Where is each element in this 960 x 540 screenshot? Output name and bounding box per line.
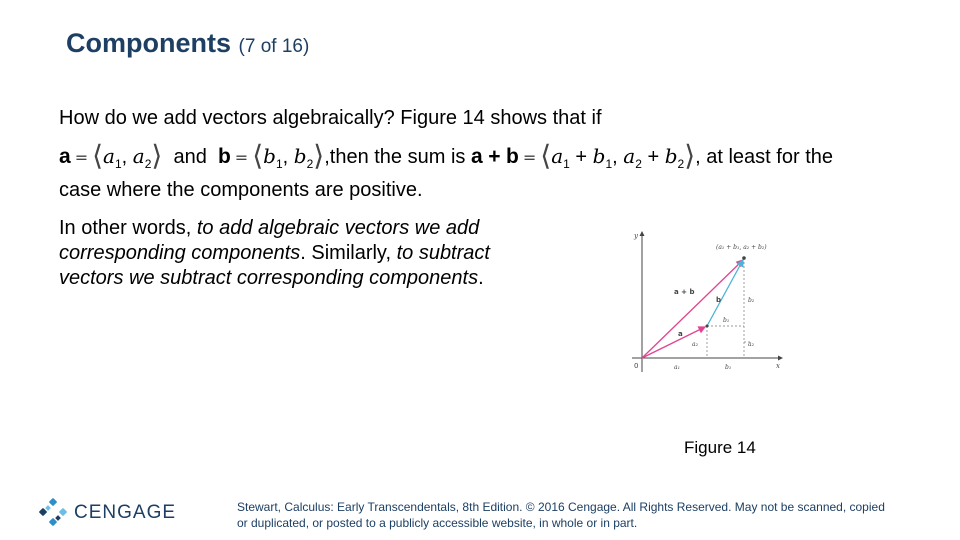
x-axis-label: x [776,362,780,370]
title-text: Components [66,28,231,58]
math-a: a [59,145,71,168]
label-y-b2: b₂ [748,297,755,304]
para2-intro: In other words, [59,217,197,239]
para2-italic-subtract: to subtract vectors we subtract corresponding components [59,242,490,289]
equals-sign-3: = [522,148,537,167]
math-a1: a [103,144,115,168]
label-a-plus-b: a + b [674,288,695,296]
math-sum-b2: b [664,144,678,168]
sub-sum-b2: 2 [677,157,685,171]
label-x-b1: b₁ [725,364,732,371]
sub-b2: 2 [306,157,314,171]
equals-sign-2: = [234,148,249,167]
sub-a1: 1 [114,157,122,171]
math-a2: a [132,144,145,168]
sub-a2: 2 [144,157,152,171]
y-axis-label: y [634,232,638,240]
left-angle: ⟨ [92,139,104,172]
para1-line3: case where the components are positive. [59,179,423,201]
sub-sum-a1: 1 [563,157,570,171]
sub-sum-b1: 1 [605,157,613,171]
figure-caption: Figure 14 [684,438,756,457]
para2-end: . [478,267,484,289]
para1-line1: How do we add vectors algebraically? Figure 14 shows that if [59,107,602,129]
label-y-a2-right: a₂ [748,341,754,348]
math-b2: b [293,144,307,168]
left-angle-3: ⟨ [540,139,552,172]
math-b-sum: b [506,145,519,168]
plus-2: + [647,146,660,168]
label-y-a2-left: a₂ [692,341,698,348]
math-b: b [217,145,231,168]
math-plus: + [488,145,501,168]
cengage-mark-icon [38,498,68,528]
plus-1: + [575,146,588,168]
math-sum-b1: b [592,144,606,168]
label-a: a [678,330,683,338]
left-angle-2: ⟨ [252,139,264,172]
then-sum-text: ,then the sum is [324,146,466,168]
label-b: b [716,296,722,304]
label-x-a1: a₁ [674,364,680,371]
at-least-text: , at least for the [695,146,833,168]
paragraph-components-summary [59,216,499,291]
slide-title [66,28,309,59]
math-b1: b [263,144,276,168]
title-suffix: (7 of 16) [238,36,310,57]
math-a-sum: a [470,145,483,168]
a-tip-point [706,325,709,328]
math-sum-a2: a [623,144,636,168]
right-angle-3: ⟩ [684,139,696,172]
equals-sign: = [74,148,89,167]
label-tip: (a₁ + b₁, a₂ + b₂) [716,244,767,251]
origin-label: 0 [634,362,639,370]
cengage-logo [38,498,176,528]
right-angle: ⟩ [151,139,163,172]
paragraph-vector-addition [59,100,939,208]
para2-mid: . Similarly, [300,242,397,264]
right-angle-2: ⟩ [313,139,325,172]
vector-addition-figure [612,222,792,382]
sub-sum-a2: 2 [635,157,642,171]
and-word: and [173,146,207,168]
math-sum-a1: a [551,144,564,168]
sub-b1: 1 [275,157,283,171]
para1-line2: $a = ⟨a_1$, $a_2⟩$ and $b = ⟨b_1$, $b_2⟩,then$ the sum is $a + b = ⟨a_1 + b_1$, $a_2$ + $b_2⟩$, at least for the [59,139,833,172]
logo-wordmark: CENGAGE [74,502,177,523]
copyright-footer: Stewart, Calculus: Early Transcendentals, 8th Edition. © 2016 Cengage. All Rights Reserved. May not be scanned, copied or duplicated, or posted to a publicly accessible website, in whole or in part. [237,500,885,530]
label-y-b1: b₁ [723,317,730,324]
tip-point [742,256,746,260]
para2-italic-add: to add algebraic vectors we add corresponding components [59,217,480,264]
